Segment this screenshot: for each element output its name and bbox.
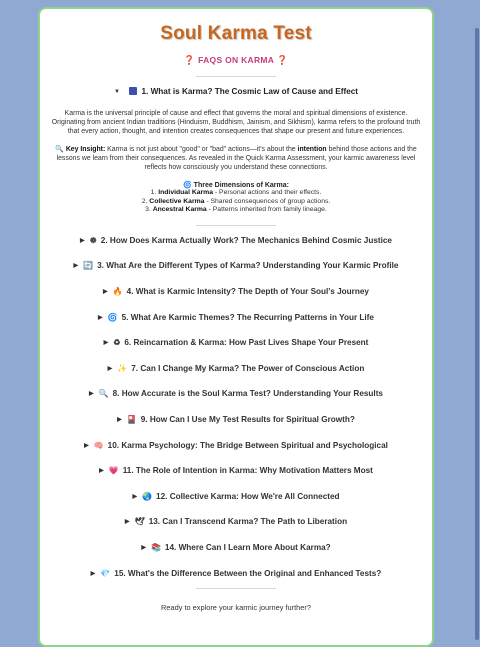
triangle-right-icon: ▶ [73, 263, 79, 270]
faq-item-2[interactable] [40, 228, 432, 254]
faq-question: 12. Collective Karma: How We're All Connected [156, 491, 340, 501]
faq-icon: 🔄 [83, 261, 94, 271]
faq-icon: ☸ [89, 235, 97, 245]
dimension-item: 3. Ancestral Karma - Patterns inherited from family lineage. [145, 206, 327, 214]
faq-icon: 🌏 [142, 491, 153, 501]
faq-item-14[interactable] [40, 535, 432, 561]
faq-item-10[interactable] [40, 433, 432, 459]
insight-label: Key Insight: [65, 146, 106, 153]
cosmic-icon [129, 87, 137, 95]
faq-icon: 💎 [100, 568, 111, 578]
faq-icon: 🧠 [93, 440, 104, 450]
faq-question: 5. What Are Karmic Themes? The Recurring Patterns in Your Life [121, 312, 374, 322]
faq-item-11[interactable] [40, 458, 432, 484]
triangle-right-icon: ▶ [117, 416, 122, 423]
faq-icon: 🌀 [107, 312, 118, 322]
search-icon: 🔍 [55, 146, 64, 153]
triangle-right-icon: ▶ [99, 468, 104, 475]
triangle-right-icon: ▶ [103, 340, 109, 347]
faq-1-question: 1. What is Karma? The Cosmic Law of Cause and Effect [141, 87, 359, 96]
dimensions-list [40, 189, 432, 215]
triangle-right-icon: ▶ [90, 570, 96, 577]
faq-question: 7. Can I Change My Karma? The Power of Conscious Action [131, 363, 365, 373]
faq-item-12[interactable] [40, 484, 432, 510]
faq-card [38, 7, 434, 647]
faq-1-intro: Karma is the universal principle of cause and effect that governs the moral and spiritual dimensions of existence. Originating from ancient Indian traditions (Hinduism, Buddhism, Jainism, and Sikhism), karma refers to the profound truth that every action, thought, and intention creates consequences that shape our present and future experiences. [51, 110, 421, 135]
triangle-right-icon: ▶ [124, 519, 130, 526]
triangle-right-icon: ▶ [141, 544, 146, 551]
faq-icon: ♻ [113, 338, 121, 348]
faq-item-8[interactable] [40, 381, 432, 407]
section-subtitle [40, 55, 432, 66]
faq-item-3[interactable] [40, 253, 432, 279]
faq-item-7[interactable] [40, 356, 432, 382]
faq-1-toggle[interactable] [40, 87, 432, 96]
triangle-right-icon: ▶ [80, 237, 85, 244]
faq-item-6[interactable] [40, 330, 432, 356]
question-icon: ❓ [276, 55, 289, 65]
triangle-right-icon: ▶ [107, 365, 113, 372]
spiral-icon: 🌀 [183, 182, 192, 189]
triangle-right-icon: ▶ [103, 288, 108, 295]
page-title: Soul Karma Test [160, 23, 312, 44]
question-icon: ❓ [183, 55, 196, 65]
faq-question: 14. Where Can I Learn More About Karma? [164, 542, 331, 552]
divider [196, 76, 276, 77]
faq-question: 4. What is Karmic Intensity? The Depth of Your Soul's Journey [126, 286, 369, 296]
insight-text-2: behind those actions and the lessons we learn from their consequences. As revealed in the Quick Karma Assessment, your karmic awareness level reflects how consciously you understand these connections. [56, 146, 417, 171]
scrollbar[interactable] [474, 0, 480, 640]
footer-text: Ready to explore your karmic journey further? [161, 603, 311, 613]
faq-item-9[interactable] [40, 407, 432, 433]
faq-question: 13. Can I Transcend Karma? The Path to Liberation [148, 517, 348, 527]
insight-bold: intention [297, 146, 327, 153]
faq-icon: 🔍 [98, 389, 109, 399]
faq-1-insight [50, 145, 422, 172]
divider [196, 588, 276, 589]
faq-icon: 💗 [108, 466, 119, 476]
faq-icon: 🔥 [112, 286, 123, 296]
triangle-down-icon: ▼ [113, 89, 120, 95]
faq-question: 11. The Role of Intention in Karma: Why Motivation Matters Most [122, 466, 373, 476]
dimensions-title-text: Three Dimensions of Karma: [193, 182, 289, 189]
dimension-item: 1. Individual Karma - Personal actions and their effects. [150, 189, 322, 196]
faq-icon: 🕊 [134, 517, 145, 527]
faq-question: 3. What Are the Different Types of Karma? Understanding Your Karmic Profile [97, 261, 399, 271]
divider [196, 225, 276, 226]
faq-icon: 📚 [150, 542, 161, 552]
faq-question: 6. Reincarnation & Karma: How Past Lives Shape Your Present [124, 338, 369, 348]
triangle-right-icon: ▶ [132, 493, 138, 500]
faq-item-4[interactable] [40, 279, 432, 305]
faq-icon: 🎴 [126, 414, 137, 424]
faq-question: 2. How Does Karma Actually Work? The Mechanics Behind Cosmic Justice [100, 235, 392, 245]
triangle-right-icon: ▶ [89, 391, 94, 398]
triangle-right-icon: ▶ [84, 442, 89, 449]
faq-question: 9. How Can I Use My Test Results for Spiritual Growth? [140, 414, 355, 424]
faq-icon: ✨ [117, 363, 128, 373]
dimensions-title [40, 181, 432, 189]
faq-list [40, 228, 432, 586]
faq-item-15[interactable] [40, 561, 432, 587]
faq-question: 15. What's the Difference Between the Original and Enhanced Tests? [114, 568, 382, 578]
triangle-right-icon: ▶ [98, 314, 103, 321]
faq-question: 10. Karma Psychology: The Bridge Between Spiritual and Psychological [107, 440, 388, 450]
faq-item-5[interactable] [40, 305, 432, 331]
dimension-item: 2. Collective Karma - Shared consequences of group actions. [141, 197, 331, 205]
subtitle-label: FAQS ON KARMA [198, 55, 274, 65]
scrollbar-thumb[interactable] [475, 28, 479, 640]
faq-item-13[interactable] [40, 509, 432, 535]
insight-text-1: Karma is not just about "good" or "bad" actions—it's about the [107, 146, 296, 153]
faq-question: 8. How Accurate is the Soul Karma Test? Understanding Your Results [112, 389, 383, 399]
